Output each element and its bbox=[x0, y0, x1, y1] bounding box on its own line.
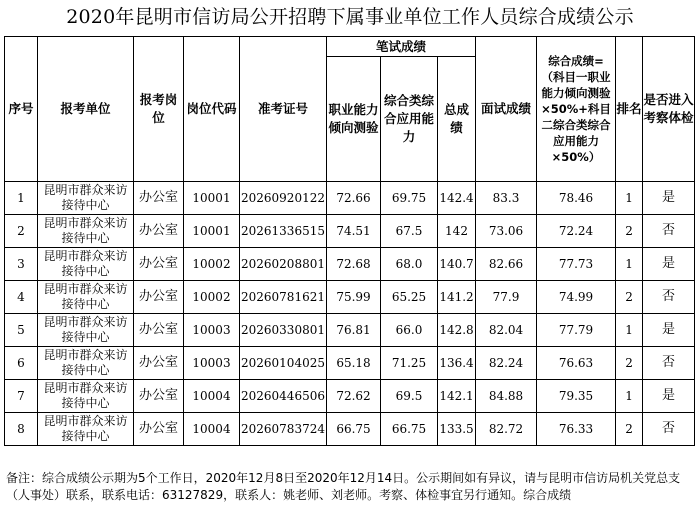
cell-rank: 1 bbox=[616, 380, 643, 413]
cell-post: 办公室 bbox=[134, 380, 184, 413]
table-row bbox=[5, 248, 695, 281]
cell-interview: 82.72 bbox=[476, 413, 537, 446]
cell-ticket: 20260104025 bbox=[240, 347, 327, 380]
cell-interview: 82.66 bbox=[476, 248, 537, 281]
cell-written-1: 72.68 bbox=[327, 248, 381, 281]
cell-post: 办公室 bbox=[134, 281, 184, 314]
cell-composite: 77.79 bbox=[537, 314, 616, 347]
cell-post-code: 10001 bbox=[184, 182, 240, 215]
cell-unit: 昆明市群众来访接待中心 bbox=[38, 314, 134, 347]
cell-written-total: 133.5 bbox=[438, 413, 476, 446]
cell-interview: 73.06 bbox=[476, 215, 537, 248]
cell-written-2: 67.5 bbox=[381, 215, 438, 248]
cell-post-code: 10002 bbox=[184, 281, 240, 314]
cell-ticket: 20260208801 bbox=[240, 248, 327, 281]
cell-post: 办公室 bbox=[134, 248, 184, 281]
cell-unit: 昆明市群众来访接待中心 bbox=[38, 413, 134, 446]
header-composite: 综合成绩=（科目一职业能力倾向测验×50%+科目二综合类综合应用能力×50%） bbox=[537, 37, 616, 182]
cell-seq: 4 bbox=[5, 281, 38, 314]
cell-exam: 否 bbox=[643, 215, 695, 248]
cell-interview: 83.3 bbox=[476, 182, 537, 215]
cell-composite: 78.46 bbox=[537, 182, 616, 215]
cell-rank: 1 bbox=[616, 314, 643, 347]
cell-written-total: 142.4 bbox=[438, 182, 476, 215]
cell-post-code: 10004 bbox=[184, 380, 240, 413]
cell-post-code: 10004 bbox=[184, 413, 240, 446]
cell-post-code: 10001 bbox=[184, 215, 240, 248]
cell-written-1: 72.62 bbox=[327, 380, 381, 413]
cell-composite: 76.33 bbox=[537, 413, 616, 446]
cell-post: 办公室 bbox=[134, 182, 184, 215]
cell-post: 办公室 bbox=[134, 314, 184, 347]
cell-ticket: 20261336515 bbox=[240, 215, 327, 248]
cell-post-code: 10002 bbox=[184, 248, 240, 281]
cell-interview: 84.88 bbox=[476, 380, 537, 413]
cell-written-1: 76.81 bbox=[327, 314, 381, 347]
cell-exam: 是 bbox=[643, 380, 695, 413]
cell-composite: 72.24 bbox=[537, 215, 616, 248]
cell-rank: 2 bbox=[616, 215, 643, 248]
cell-ticket: 20260783724 bbox=[240, 413, 327, 446]
cell-seq: 2 bbox=[5, 215, 38, 248]
table-row bbox=[5, 380, 695, 413]
header-written-group: 笔试成绩 bbox=[327, 37, 476, 57]
cell-written-2: 65.25 bbox=[381, 281, 438, 314]
cell-post-code: 10003 bbox=[184, 314, 240, 347]
cell-seq: 1 bbox=[5, 182, 38, 215]
cell-post-code: 10003 bbox=[184, 347, 240, 380]
cell-unit: 昆明市群众来访接待中心 bbox=[38, 248, 134, 281]
cell-composite: 79.35 bbox=[537, 380, 616, 413]
table-row bbox=[5, 215, 695, 248]
cell-rank: 1 bbox=[616, 182, 643, 215]
header-exam: 是否进入考察体检 bbox=[643, 37, 695, 182]
cell-exam: 是 bbox=[643, 248, 695, 281]
cell-rank: 1 bbox=[616, 248, 643, 281]
cell-exam: 否 bbox=[643, 281, 695, 314]
cell-composite: 77.73 bbox=[537, 248, 616, 281]
cell-exam: 是 bbox=[643, 182, 695, 215]
table-row bbox=[5, 281, 695, 314]
header-post: 报考岗位 bbox=[134, 37, 184, 182]
cell-unit: 昆明市群众来访接待中心 bbox=[38, 380, 134, 413]
cell-unit: 昆明市群众来访接待中心 bbox=[38, 281, 134, 314]
header-interview: 面试成绩 bbox=[476, 37, 537, 182]
cell-written-2: 68.0 bbox=[381, 248, 438, 281]
header-written-total: 总成绩 bbox=[438, 57, 476, 182]
cell-composite: 76.63 bbox=[537, 347, 616, 380]
header-rank: 排名 bbox=[616, 37, 643, 182]
header-seq: 序号 bbox=[5, 37, 38, 182]
cell-ticket: 20260920122 bbox=[240, 182, 327, 215]
cell-written-total: 142 bbox=[438, 215, 476, 248]
cell-written-total: 141.2 bbox=[438, 281, 476, 314]
cell-exam: 否 bbox=[643, 347, 695, 380]
cell-written-total: 140.7 bbox=[438, 248, 476, 281]
cell-seq: 6 bbox=[5, 347, 38, 380]
header-written-2: 综合类综合应用能力 bbox=[381, 57, 438, 182]
cell-rank: 2 bbox=[616, 281, 643, 314]
table-row bbox=[5, 314, 695, 347]
header-written-1: 职业能力倾向测验 bbox=[327, 57, 381, 182]
cell-post: 办公室 bbox=[134, 347, 184, 380]
cell-interview: 82.04 bbox=[476, 314, 537, 347]
cell-seq: 5 bbox=[5, 314, 38, 347]
cell-unit: 昆明市群众来访接待中心 bbox=[38, 347, 134, 380]
cell-composite: 74.99 bbox=[537, 281, 616, 314]
cell-ticket: 20260446506 bbox=[240, 380, 327, 413]
table-row bbox=[5, 413, 695, 446]
cell-post: 办公室 bbox=[134, 215, 184, 248]
header-unit: 报考单位 bbox=[38, 37, 134, 182]
cell-exam: 否 bbox=[643, 413, 695, 446]
cell-ticket: 20260781621 bbox=[240, 281, 327, 314]
cell-interview: 82.24 bbox=[476, 347, 537, 380]
table-row bbox=[5, 182, 695, 215]
cell-seq: 7 bbox=[5, 380, 38, 413]
cell-unit: 昆明市群众来访接待中心 bbox=[38, 215, 134, 248]
cell-unit: 昆明市群众来访接待中心 bbox=[38, 182, 134, 215]
header-post-code: 岗位代码 bbox=[184, 37, 240, 182]
cell-written-1: 65.18 bbox=[327, 347, 381, 380]
header-ticket: 准考证号 bbox=[240, 37, 327, 182]
cell-written-2: 66.75 bbox=[381, 413, 438, 446]
cell-interview: 77.9 bbox=[476, 281, 537, 314]
cell-written-2: 69.5 bbox=[381, 380, 438, 413]
cell-written-1: 74.51 bbox=[327, 215, 381, 248]
cell-exam: 是 bbox=[643, 314, 695, 347]
cell-post: 办公室 bbox=[134, 413, 184, 446]
cell-written-1: 66.75 bbox=[327, 413, 381, 446]
cell-written-1: 72.66 bbox=[327, 182, 381, 215]
table-row bbox=[5, 347, 695, 380]
cell-written-2: 69.75 bbox=[381, 182, 438, 215]
cell-written-total: 142.1 bbox=[438, 380, 476, 413]
cell-rank: 2 bbox=[616, 413, 643, 446]
results-table bbox=[4, 36, 695, 446]
cell-seq: 8 bbox=[5, 413, 38, 446]
cell-ticket: 20260330801 bbox=[240, 314, 327, 347]
cell-seq: 3 bbox=[5, 248, 38, 281]
cell-written-total: 136.4 bbox=[438, 347, 476, 380]
cell-written-2: 66.0 bbox=[381, 314, 438, 347]
cell-written-2: 71.25 bbox=[381, 347, 438, 380]
footnote: 备注：综合成绩公示期为5个工作日，2020年12月8日至2020年12月14日。公示期间如有异议，请与昆明市信访局机关党总支（人事处）联系，联系电话：63127829，联系人：姚老师、刘老师。考察、体检事宜另行通知。综合成绩 bbox=[6, 471, 681, 502]
cell-rank: 2 bbox=[616, 347, 643, 380]
cell-written-1: 75.99 bbox=[327, 281, 381, 314]
cell-written-total: 142.8 bbox=[438, 314, 476, 347]
page-title: 2020年昆明市信访局公开招聘下属事业单位工作人员综合成绩公示 bbox=[66, 6, 634, 28]
